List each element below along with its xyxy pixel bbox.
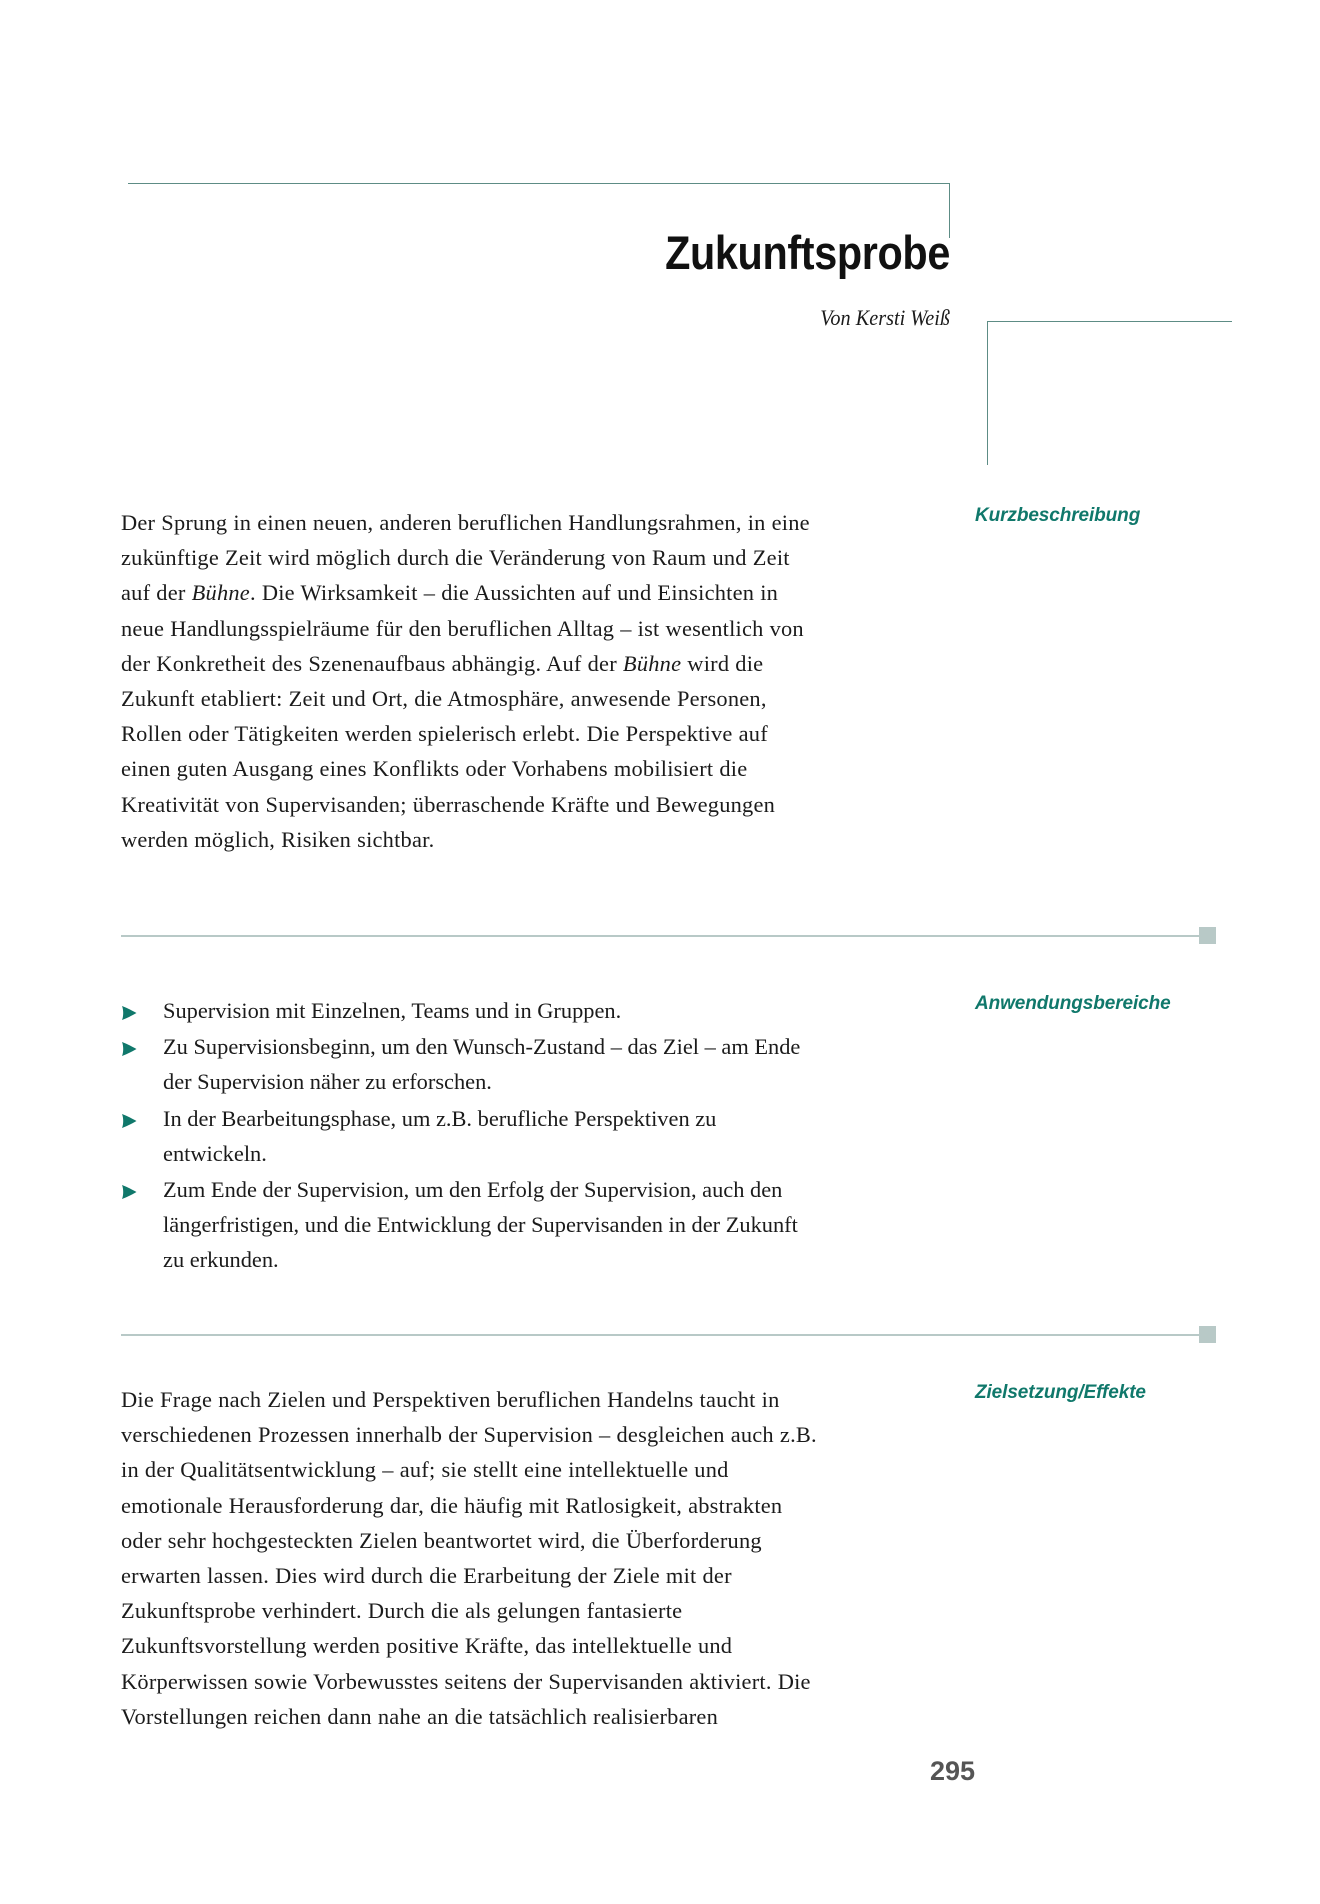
- margin-label: Anwendungsbereiche: [975, 993, 1171, 1014]
- emphasis-text: Bühne: [622, 650, 682, 676]
- emphasis-text: Bühne: [191, 580, 250, 606]
- list-item-label: Zum Ende der Supervision, um den Erfolg der Supervision, auch den längerfristigen, und die Entwicklung der Supervisanden in der Zukunft zu erkunden.: [163, 1177, 798, 1273]
- page-number: 295: [930, 1756, 976, 1786]
- separator-line: [121, 935, 1199, 937]
- author-byline: Von Kersti Weiß: [820, 304, 950, 330]
- corner-frame-top-rule: [987, 321, 1232, 322]
- list-item: [121, 1101, 821, 1171]
- page-title: Zukunftsprobe: [665, 226, 950, 279]
- arrow-right-triangle-icon: [121, 1101, 143, 1136]
- arrow-right-triangle-icon: [121, 993, 143, 1028]
- application-areas-list: [121, 993, 821, 1278]
- list-item-label: Supervision mit Einzelnen, Teams und in Gruppen.: [163, 998, 622, 1023]
- list-item-label: Zu Supervisionsbeginn, um den Wunsch-Zustand – das Ziel – am Ende der Supervision näher zu erforschen.: [163, 1034, 801, 1095]
- separator-end-square: [1199, 927, 1216, 944]
- separator-end-square: [1199, 1326, 1216, 1343]
- separator-line: [121, 1334, 1199, 1336]
- list-item-label: In der Bearbeitungsphase, um z.B. berufliche Perspektiven zu entwickeln.: [163, 1105, 717, 1166]
- list-item: [121, 1029, 821, 1099]
- corner-frame-left-rule: [987, 321, 988, 465]
- margin-note-kurzbeschreibung: [975, 505, 1275, 528]
- header-rule-horizontal: [128, 183, 950, 184]
- margin-note-anwendungsbereiche: [975, 993, 1275, 1016]
- section-separator: [121, 1333, 1199, 1336]
- section-body-kurzbeschreibung: [121, 505, 821, 857]
- list-item: [121, 993, 821, 1028]
- title-block: [128, 228, 950, 331]
- section-body-zielsetzung: [121, 1382, 821, 1734]
- arrow-right-triangle-icon: [121, 1172, 143, 1207]
- paragraph: Der Sprung in einen neuen, anderen beruflichen Handlungsrahmen, in eine zukünftige Zeit wird möglich durch die Veränderung von Raum und Zeit auf der Bühne. Die Wirksamkeit – die Aussichten auf und Einsichten in neue Handlungsspielräume für den beruflichen Alltag – ist wesentlich von der Konkretheit des Szenenaufbaus abhängig. Auf der Bühne wird die Zukunft etabliert: Zeit und Ort, die Atmosphäre, anwesende Personen, Rollen oder Tätigkeiten werden spielerisch erlebt. Die Perspektive auf einen guten Ausgang eines Konflikts oder Vorhabens mobilisiert die Kreativität von Supervisanden; überraschende Kräfte und Bewegungen werden möglich, Risiken sichtbar.: [121, 510, 810, 852]
- margin-note-zielsetzung: [975, 1382, 1275, 1405]
- margin-label: Zielsetzung/Effekte: [975, 1382, 1146, 1403]
- arrow-right-triangle-icon: [121, 1029, 143, 1064]
- section-separator: [121, 934, 1199, 937]
- section-body-anwendungsbereiche: [121, 993, 821, 1279]
- margin-label: Kurzbeschreibung: [975, 505, 1141, 526]
- list-item: [121, 1172, 821, 1278]
- paragraph: Die Frage nach Zielen und Perspektiven beruflichen Handelns taucht in verschiedenen Prozessen innerhalb der Supervision – desgleichen auch z.B. in der Qualitätsentwicklung – auf; sie stellt eine intellektuelle und emotionale Herausforderung dar, die häufig mit Ratlosigkeit, abstrakten oder sehr hochgesteckten Zielen beantwortet wird, die Überforderung erwarten lassen. Dies wird durch die Erarbeitung der Ziele mit der Zukunftsprobe verhindert. Durch die als gelungen fantasierte Zukunftsvorstellung werden positive Kräfte, das intellektuelle und Körperwissen sowie Vorbewusstes seitens der Supervisanden aktiviert. Die Vorstellungen reichen dann nahe an die tatsächlich realisierbaren: [121, 1387, 817, 1729]
